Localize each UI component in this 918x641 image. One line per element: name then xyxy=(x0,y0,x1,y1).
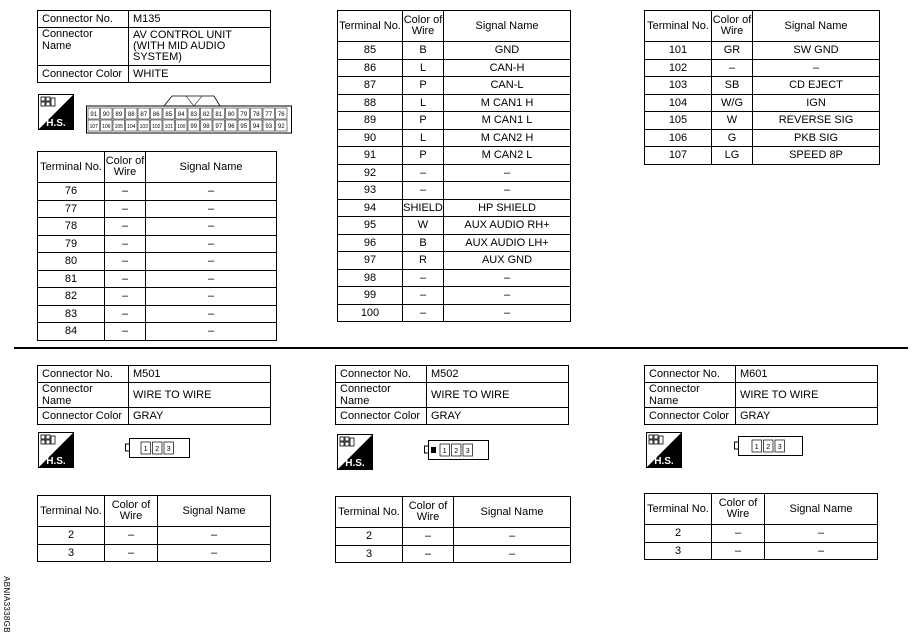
signal-name-cell: M CAN1 H xyxy=(444,94,571,112)
m501-connector-color: GRAY xyxy=(129,408,271,425)
terminal-no-cell: 85 xyxy=(338,42,403,60)
wire-color-cell: – xyxy=(403,545,454,563)
terminal-no-cell: 106 xyxy=(645,129,712,147)
table-row xyxy=(645,542,878,560)
wire-color-cell: L xyxy=(403,129,444,147)
m501-connector-name: WIRE TO WIRE xyxy=(129,383,271,408)
wire-color-cell: – xyxy=(403,269,444,287)
table-row xyxy=(645,525,878,543)
connector-pin-label: 102 xyxy=(152,124,161,130)
terminal-no-cell: 91 xyxy=(338,147,403,165)
table-row xyxy=(645,129,880,147)
table-row xyxy=(338,112,571,130)
signal-name-cell: HP SHIELD xyxy=(444,199,571,217)
table-row xyxy=(38,253,277,271)
wire-color-cell: G xyxy=(712,129,753,147)
terminal-no-cell: 105 xyxy=(645,112,712,130)
table-row xyxy=(38,200,277,218)
table-row xyxy=(338,42,571,60)
m601-connector-face xyxy=(734,434,804,458)
signal-name-cell: – xyxy=(158,544,271,562)
connector-pin-label: 3 xyxy=(465,448,470,455)
terminal-no-cell: 79 xyxy=(38,235,105,253)
hs-label: H.S. xyxy=(345,458,365,469)
connector-pin-label: 104 xyxy=(127,124,136,130)
signal-name-cell: – xyxy=(444,304,571,322)
table-row xyxy=(645,59,880,77)
m135-info-table xyxy=(37,10,271,83)
signal-name-cell: M CAN2 H xyxy=(444,129,571,147)
signal-name-cell: CAN-L xyxy=(444,77,571,95)
header-signal-name: Signal Name xyxy=(765,494,878,525)
label-connector-color: Connector Color xyxy=(38,408,129,425)
terminal-no-cell: 89 xyxy=(338,112,403,130)
header-signal-name: Signal Name xyxy=(444,11,571,42)
signal-name-cell: CAN-H xyxy=(444,59,571,77)
label-connector-color: Connector Color xyxy=(645,408,736,425)
wire-color-cell: – xyxy=(105,288,146,306)
table-row xyxy=(38,218,277,236)
hs-icon xyxy=(337,434,373,470)
signal-name-cell: M CAN1 L xyxy=(444,112,571,130)
terminal-no-cell: 92 xyxy=(338,164,403,182)
signal-name-cell: – xyxy=(444,287,571,305)
table-row xyxy=(338,147,571,165)
table-row xyxy=(38,305,277,323)
terminal-no-cell: 96 xyxy=(338,234,403,252)
section-divider xyxy=(14,347,908,349)
terminal-no-cell: 3 xyxy=(336,545,403,563)
wire-color-cell: W/G xyxy=(712,94,753,112)
terminal-no-cell: 80 xyxy=(38,253,105,271)
m135-connector-no: M135 xyxy=(129,11,271,28)
signal-name-cell: – xyxy=(146,253,277,271)
hs-label: H.S. xyxy=(654,456,674,467)
table-row xyxy=(338,164,571,182)
wire-color-cell: – xyxy=(712,542,765,560)
connector-pin-label: 2 xyxy=(766,444,771,451)
table-row xyxy=(338,252,571,270)
m501-connector-no: M501 xyxy=(129,366,271,383)
signal-name-cell: IGN xyxy=(753,94,880,112)
wire-color-cell: P xyxy=(403,112,444,130)
connector-pin-label: 80 xyxy=(227,112,235,118)
connector-pin-label: 94 xyxy=(252,124,260,130)
terminal-no-cell: 97 xyxy=(338,252,403,270)
connector-pin-label: 98 xyxy=(202,124,210,130)
connector-pin-label: 81 xyxy=(215,112,223,118)
signal-name-cell: – xyxy=(765,542,878,560)
signal-name-cell: – xyxy=(444,269,571,287)
header-signal-name: Signal Name xyxy=(158,496,271,527)
connector-pin-label: 1 xyxy=(143,446,148,453)
signal-name-cell: – xyxy=(146,200,277,218)
wire-color-cell: B xyxy=(403,234,444,252)
wire-color-cell: – xyxy=(403,528,454,546)
table-row xyxy=(38,235,277,253)
connector-pin-label: 93 xyxy=(265,124,273,130)
header-terminal-no: Terminal No. xyxy=(645,494,712,525)
terminal-no-cell: 99 xyxy=(338,287,403,305)
connector-pin-label: 88 xyxy=(127,112,135,118)
terminal-no-cell: 78 xyxy=(38,218,105,236)
table-row xyxy=(38,270,277,288)
terminal-no-cell: 103 xyxy=(645,77,712,95)
connector-pin-label: 106 xyxy=(102,124,111,130)
header-color-of-wire: Color of Wire xyxy=(712,11,753,42)
signal-name-cell: – xyxy=(146,235,277,253)
connector-pin-label: 85 xyxy=(165,112,173,118)
table-row xyxy=(338,217,571,235)
connector-pin-label: 3 xyxy=(166,446,171,453)
wire-color-cell: – xyxy=(105,253,146,271)
signal-name-cell: AUX GND xyxy=(444,252,571,270)
wire-color-cell: LG xyxy=(712,147,753,165)
m135-terminal-table-b xyxy=(337,10,571,322)
label-connector-name: Connector Name xyxy=(38,383,129,408)
terminal-no-cell: 104 xyxy=(645,94,712,112)
wire-color-cell: W xyxy=(403,217,444,235)
terminal-no-cell: 81 xyxy=(38,270,105,288)
connector-pin-label: 89 xyxy=(115,112,123,118)
signal-name-cell: – xyxy=(146,305,277,323)
table-row xyxy=(38,323,277,341)
hs-icon xyxy=(38,94,74,130)
connector-pin-label: 78 xyxy=(252,112,260,118)
signal-name-cell: – xyxy=(158,527,271,545)
terminal-no-cell: 94 xyxy=(338,199,403,217)
table-row xyxy=(338,182,571,200)
header-color-of-wire: Color of Wire xyxy=(712,494,765,525)
connector-pin-label: 99 xyxy=(190,124,198,130)
label-connector-no: Connector No. xyxy=(38,11,129,28)
terminal-no-cell: 86 xyxy=(338,59,403,77)
figure-code: ABNIA3338GB xyxy=(1,576,11,633)
header-terminal-no: Terminal No. xyxy=(645,11,712,42)
table-row xyxy=(645,147,880,165)
table-row xyxy=(38,544,271,562)
connector-pin-label: 96 xyxy=(227,124,235,130)
connector-pin-label: 101 xyxy=(164,124,173,130)
header-terminal-no: Terminal No. xyxy=(38,152,105,183)
terminal-no-cell: 77 xyxy=(38,200,105,218)
header-signal-name: Signal Name xyxy=(454,497,571,528)
hs-icon xyxy=(646,432,682,468)
table-row xyxy=(645,77,880,95)
m502-info-table xyxy=(335,365,569,425)
signal-name-cell: REVERSE SIG xyxy=(753,112,880,130)
signal-name-cell: – xyxy=(765,525,878,543)
signal-name-cell: AUX AUDIO LH+ xyxy=(444,234,571,252)
m502-connector-color: GRAY xyxy=(427,408,569,425)
header-color-of-wire: Color of Wire xyxy=(403,497,454,528)
m502-connector-name: WIRE TO WIRE xyxy=(427,383,569,408)
table-row xyxy=(338,77,571,95)
connector-pin-label: 84 xyxy=(177,112,185,118)
connector-pin-label: 97 xyxy=(215,124,223,130)
signal-name-cell: – xyxy=(146,288,277,306)
wire-color-cell: – xyxy=(105,218,146,236)
terminal-no-cell: 88 xyxy=(338,94,403,112)
table-row xyxy=(38,527,271,545)
header-terminal-no: Terminal No. xyxy=(38,496,105,527)
terminal-no-cell: 98 xyxy=(338,269,403,287)
wire-color-cell: – xyxy=(105,305,146,323)
terminal-no-cell: 2 xyxy=(645,525,712,543)
connector-pin-label: 76 xyxy=(277,112,285,118)
wire-color-cell: R xyxy=(403,252,444,270)
wire-color-cell: – xyxy=(105,544,158,562)
m502-connector-face xyxy=(424,438,490,462)
wire-color-cell: – xyxy=(105,200,146,218)
header-color-of-wire: Color of Wire xyxy=(105,152,146,183)
table-row xyxy=(645,112,880,130)
connector-pin-label: 2 xyxy=(454,448,459,455)
signal-name-cell: CD EJECT xyxy=(753,77,880,95)
signal-name-cell: – xyxy=(146,218,277,236)
wire-color-cell: B xyxy=(403,42,444,60)
connector-pin-label: 3 xyxy=(777,444,782,451)
wire-color-cell: SHIELD xyxy=(403,199,444,217)
m502-connector-no: M502 xyxy=(427,366,569,383)
terminal-no-cell: 83 xyxy=(38,305,105,323)
terminal-no-cell: 107 xyxy=(645,147,712,165)
signal-name-cell: – xyxy=(146,270,277,288)
connector-pin-label: 82 xyxy=(202,112,210,118)
wire-color-cell: W xyxy=(712,112,753,130)
connector-pin-label: 79 xyxy=(240,112,248,118)
hs-label: H.S. xyxy=(46,118,66,129)
wire-color-cell: – xyxy=(403,182,444,200)
wire-color-cell: – xyxy=(712,525,765,543)
connector-pin-label: 91 xyxy=(90,112,98,118)
wire-color-cell: – xyxy=(403,287,444,305)
hs-label: H.S. xyxy=(46,456,66,467)
wire-color-cell: – xyxy=(403,164,444,182)
signal-name-cell: – xyxy=(753,59,880,77)
terminal-no-cell: 87 xyxy=(338,77,403,95)
terminal-no-cell: 84 xyxy=(38,323,105,341)
connector-pin-label: 77 xyxy=(265,112,273,118)
signal-name-cell: PKB SIG xyxy=(753,129,880,147)
table-row xyxy=(38,288,277,306)
terminal-no-cell: 93 xyxy=(338,182,403,200)
table-row xyxy=(338,234,571,252)
signal-name-cell: AUX AUDIO RH+ xyxy=(444,217,571,235)
m601-connector-name: WIRE TO WIRE xyxy=(736,383,878,408)
terminal-no-cell: 90 xyxy=(338,129,403,147)
label-connector-name: Connector Name xyxy=(336,383,427,408)
terminal-no-cell: 101 xyxy=(645,42,712,60)
m502-terminal-table xyxy=(335,496,571,563)
connector-pin-label: 95 xyxy=(240,124,248,130)
connector-pin-label: 1 xyxy=(442,448,447,455)
terminal-no-cell: 76 xyxy=(38,183,105,201)
signal-name-cell: M CAN2 L xyxy=(444,147,571,165)
m135-terminal-table-a xyxy=(37,151,277,341)
header-color-of-wire: Color of Wire xyxy=(403,11,444,42)
m601-terminal-table xyxy=(644,493,878,560)
terminal-no-cell: 2 xyxy=(38,527,105,545)
signal-name-cell: – xyxy=(454,545,571,563)
label-connector-color: Connector Color xyxy=(336,408,427,425)
connector-pin-label: 107 xyxy=(89,124,98,130)
wire-color-cell: – xyxy=(712,59,753,77)
label-connector-color: Connector Color xyxy=(38,66,129,83)
label-connector-no: Connector No. xyxy=(38,366,129,383)
terminal-no-cell: 102 xyxy=(645,59,712,77)
wire-color-cell: – xyxy=(105,323,146,341)
terminal-no-cell: 95 xyxy=(338,217,403,235)
m501-terminal-table xyxy=(37,495,271,562)
signal-name-cell: – xyxy=(146,323,277,341)
signal-name-cell: SW GND xyxy=(753,42,880,60)
terminal-no-cell: 3 xyxy=(645,542,712,560)
table-row xyxy=(338,94,571,112)
terminal-no-cell: 82 xyxy=(38,288,105,306)
wire-color-cell: GR xyxy=(712,42,753,60)
table-row xyxy=(338,199,571,217)
wire-color-cell: L xyxy=(403,59,444,77)
label-connector-no: Connector No. xyxy=(645,366,736,383)
label-connector-name: Connector Name xyxy=(645,383,736,408)
m135-connector-name xyxy=(129,28,271,66)
signal-name-cell: – xyxy=(444,182,571,200)
signal-name-cell: GND xyxy=(444,42,571,60)
label-connector-name: Connector Name xyxy=(38,28,129,66)
connector-pin-label: 92 xyxy=(277,124,285,130)
connector-pin-label: 103 xyxy=(139,124,148,130)
connector-pin-label: 1 xyxy=(754,444,759,451)
table-row xyxy=(338,269,571,287)
connector-pin-label: 87 xyxy=(140,112,148,118)
header-signal-name: Signal Name xyxy=(146,152,277,183)
wire-color-cell: – xyxy=(105,183,146,201)
connector-pin-label: 86 xyxy=(152,112,160,118)
signal-name-cell: – xyxy=(444,164,571,182)
wire-color-cell: P xyxy=(403,147,444,165)
signal-name-cell: SPEED 8P xyxy=(753,147,880,165)
wire-color-cell: – xyxy=(105,235,146,253)
table-row xyxy=(336,545,571,563)
wire-color-cell: – xyxy=(403,304,444,322)
m601-connector-color: GRAY xyxy=(736,408,878,425)
wire-color-cell: SB xyxy=(712,77,753,95)
header-signal-name: Signal Name xyxy=(753,11,880,42)
connector-pin-label: 90 xyxy=(102,112,110,118)
terminal-no-cell: 2 xyxy=(336,528,403,546)
m501-info-table xyxy=(37,365,271,425)
table-row xyxy=(338,287,571,305)
m135-name-line1: AV CONTROL UNIT xyxy=(133,29,233,41)
connector-pin-label: 100 xyxy=(177,124,186,130)
header-color-of-wire: Color of Wire xyxy=(105,496,158,527)
header-terminal-no: Terminal No. xyxy=(336,497,403,528)
wire-color-cell: P xyxy=(403,77,444,95)
m601-info-table xyxy=(644,365,878,425)
table-row xyxy=(338,304,571,322)
connector-pin-label: 83 xyxy=(190,112,198,118)
terminal-no-cell: 100 xyxy=(338,304,403,322)
connector-pin-label: 2 xyxy=(155,446,160,453)
table-row xyxy=(338,129,571,147)
table-row xyxy=(338,59,571,77)
m601-connector-no: M601 xyxy=(736,366,878,383)
m135-connector-face xyxy=(86,94,292,134)
label-connector-no: Connector No. xyxy=(336,366,427,383)
connector-pin-label: 105 xyxy=(114,124,123,130)
table-row xyxy=(645,94,880,112)
m501-connector-face xyxy=(125,436,191,460)
wire-color-cell: – xyxy=(105,527,158,545)
table-row xyxy=(336,528,571,546)
signal-name-cell: – xyxy=(146,183,277,201)
m135-name-line2: (WITH MID AUDIO SYSTEM) xyxy=(133,40,226,63)
table-row xyxy=(38,183,277,201)
header-terminal-no: Terminal No. xyxy=(338,11,403,42)
signal-name-cell: – xyxy=(454,528,571,546)
wire-color-cell: L xyxy=(403,94,444,112)
table-row xyxy=(645,42,880,60)
hs-icon xyxy=(38,432,74,468)
wire-color-cell: – xyxy=(105,270,146,288)
terminal-no-cell: 3 xyxy=(38,544,105,562)
m135-connector-color: WHITE xyxy=(129,66,271,83)
m135-terminal-table-c xyxy=(644,10,880,165)
